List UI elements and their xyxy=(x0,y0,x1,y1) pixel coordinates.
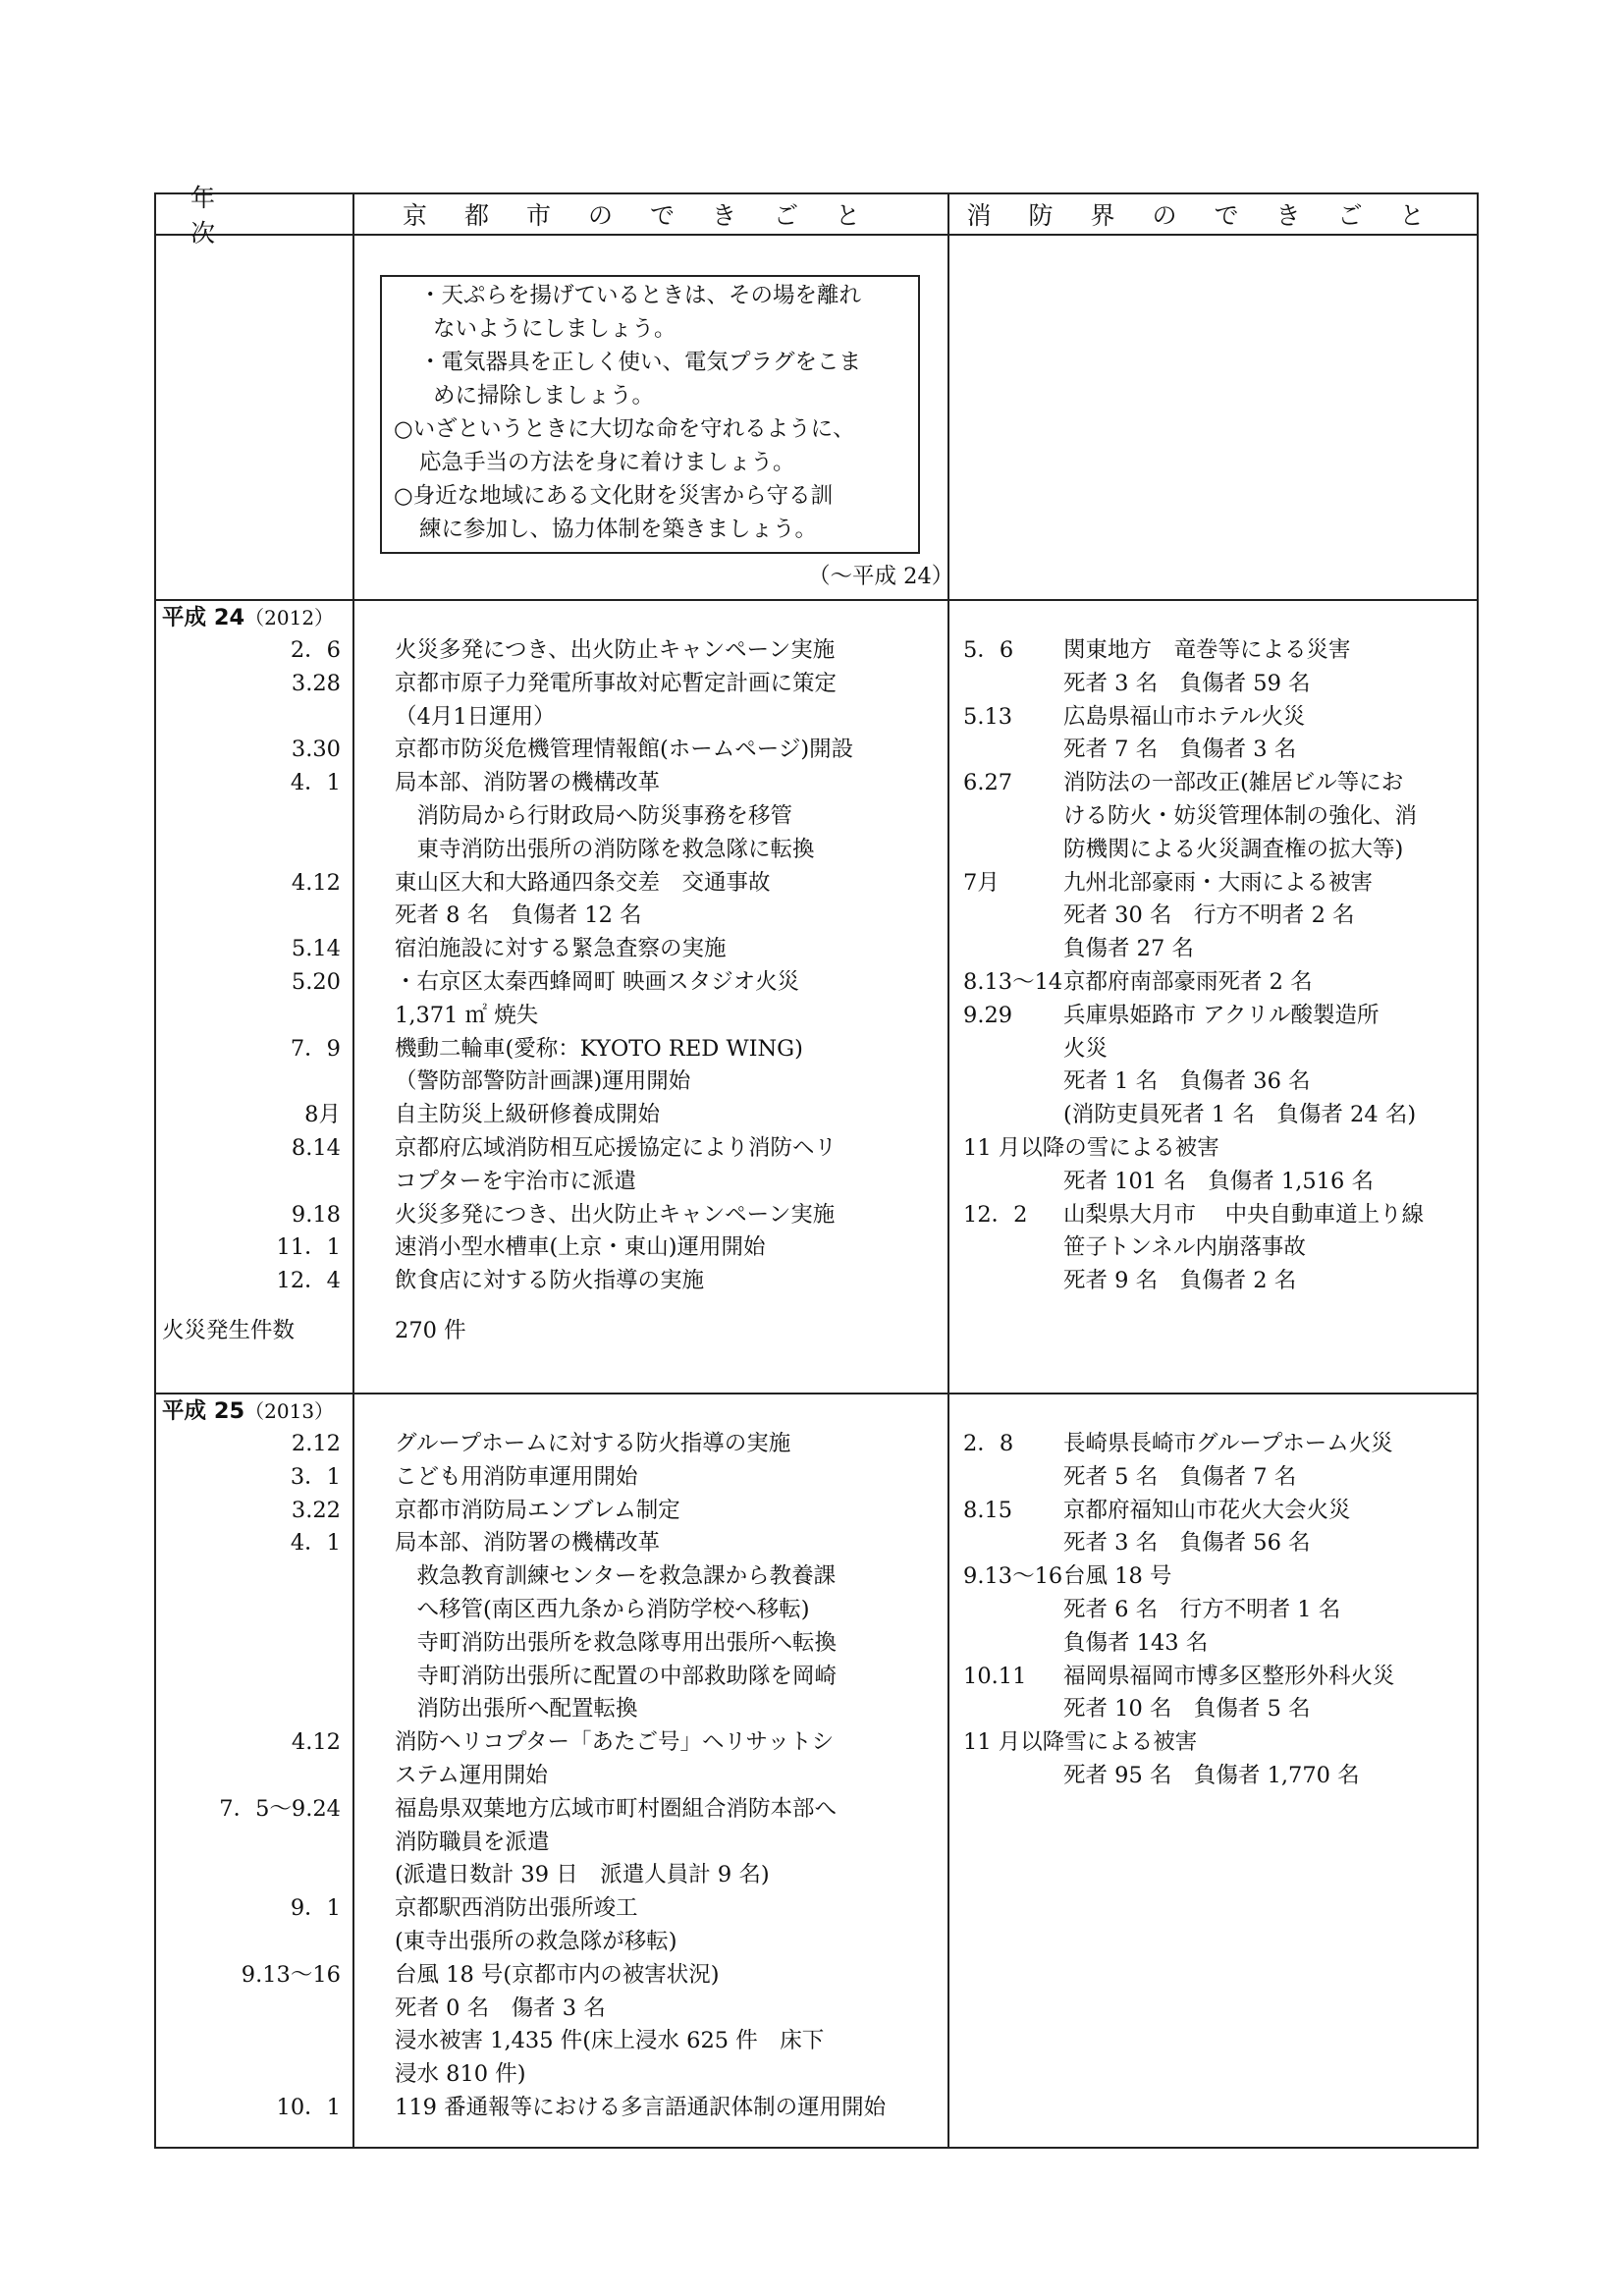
event-text: 台風 18 号(京都市内の被害状況) xyxy=(395,1961,720,1988)
event-date: 11 月以降の雪による被害 xyxy=(963,1135,1219,1161)
event-date: 11．1 xyxy=(276,1234,341,1261)
event-text: 消防出張所へ配置転換 xyxy=(395,1696,638,1722)
event-text: 消防ヘリコプター「あたご号」ヘリサットシ xyxy=(395,1729,835,1756)
event-text: 死者 0 名 傷者 3 名 xyxy=(395,1995,606,2021)
event-date: 11 月以降雪による被害 xyxy=(963,1729,1198,1756)
event-date: 8.14 xyxy=(291,1135,341,1161)
slogan-line: ないようにしましょう。 xyxy=(433,316,676,342)
event-text: (派遣日数計 39 日 派遣人員計 9 名) xyxy=(395,1862,770,1888)
event-text: 防機関による火災調査権の拡大等) xyxy=(1063,836,1404,862)
event-date: 7．5～9.24 xyxy=(219,1795,341,1822)
event-date: 6.27 xyxy=(963,770,1013,796)
slogan-line: 練に参加し、協力体制を築きましょう。 xyxy=(419,517,818,542)
event-text: 浸水 810 件) xyxy=(395,2061,526,2088)
year-label: 平成 24 xyxy=(162,605,245,630)
year-label: 平成 25 xyxy=(162,1398,245,1424)
event-date: 3.30 xyxy=(291,737,341,763)
event-text: 福島県双葉地方広域市町村圏組合消防本部へ xyxy=(395,1795,838,1822)
event-date: 3.22 xyxy=(291,1497,341,1523)
event-text: 死者 8 名 負傷者 12 名 xyxy=(395,902,642,929)
event-text: 火災 xyxy=(1063,1035,1109,1062)
event-date: 9.29 xyxy=(963,1002,1013,1028)
event-text: 京都市防災危機管理情報館(ホームページ)開設 xyxy=(395,737,854,763)
event-text: 九州北部豪雨・大雨による被害 xyxy=(1063,869,1374,896)
event-date: 9．1 xyxy=(290,1895,341,1922)
event-date: 7．9 xyxy=(290,1035,341,1062)
event-date: 5．6 xyxy=(963,637,1014,663)
event-text: 死者 101 名 負傷者 1,516 名 xyxy=(1063,1168,1374,1194)
event-text: 京都市原子力発電所事故対応暫定計画に策定 xyxy=(395,670,838,696)
event-text: 死者 9 名 負傷者 2 名 xyxy=(1063,1268,1297,1294)
event-date: 4.12 xyxy=(291,869,341,896)
event-text: 局本部、消防署の機構改革 xyxy=(395,1530,661,1557)
event-text: 笹子トンネル内崩落事故 xyxy=(1063,1234,1306,1261)
header-year: 年 次 xyxy=(190,184,378,247)
event-text: 関東地方 竜巻等による災害 xyxy=(1063,637,1351,663)
event-date: 3．1 xyxy=(290,1463,341,1490)
event-text: 死者 10 名 負傷者 5 名 xyxy=(1063,1696,1311,1722)
column-divider xyxy=(947,194,949,2147)
event-text: 死者 3 名 負傷者 56 名 xyxy=(1063,1530,1311,1557)
event-text: 京都府広域消防相互応援協定により消防ヘリ xyxy=(395,1135,838,1161)
event-text: 速消小型水槽車(上京・東山)運用開始 xyxy=(395,1234,766,1261)
event-text: 兵庫県姫路市 アクリル酸製造所 xyxy=(1063,1002,1380,1028)
column-divider xyxy=(352,194,354,2147)
event-text: 死者 30 名 行方不明者 2 名 xyxy=(1063,902,1355,929)
slogan-line: めに掃除しましょう。 xyxy=(433,383,655,409)
slogan-line: ・天ぷらを揚げているときは、その場を離れ xyxy=(419,283,862,308)
event-text: ・右京区太秦西蜂岡町 映画スタジオ火災 xyxy=(395,969,800,995)
slogan-line: ○身近な地域にある文化財を災害から守る訓 xyxy=(394,483,834,509)
event-text: 負傷者 143 名 xyxy=(1063,1629,1209,1656)
event-text: 京都駅西消防出張所竣工 xyxy=(395,1895,638,1922)
event-date: 3.28 xyxy=(291,670,341,696)
event-text: 119 番通報等における多言語通訳体制の運用開始 xyxy=(395,2095,887,2120)
event-text: 台風 18 号 xyxy=(1063,1563,1172,1590)
event-text: （警防部警防計画課)運用開始 xyxy=(395,1068,691,1095)
event-text: (消防吏員死者 1 名 負傷者 24 名) xyxy=(1063,1102,1417,1128)
event-text: へ移管(南区西九条から消防学校へ移転) xyxy=(395,1597,810,1622)
event-date: 4．1 xyxy=(290,1530,341,1557)
event-text: 消防法の一部改正(雑居ビル等にお xyxy=(1063,770,1404,796)
event-text: こども用消防車運用開始 xyxy=(395,1463,638,1490)
event-date: 8.15 xyxy=(963,1497,1013,1523)
event-date: 12．4 xyxy=(276,1268,341,1294)
slogan-line: ・電気器具を正しく使い、電気プラグをこま xyxy=(419,350,862,375)
section-divider xyxy=(156,599,1477,601)
event-date: 12．2 xyxy=(963,1201,1028,1228)
event-date: 8.13～14 xyxy=(963,969,1063,995)
event-text: 山梨県大月市 中央自動車道上り線 xyxy=(1063,1201,1425,1228)
event-text: 火災多発につき、出火防止キャンペーン実施 xyxy=(395,1201,836,1228)
event-text: 死者 7 名 負傷者 3 名 xyxy=(1063,737,1297,763)
event-text: 1,371 ㎡ 焼失 xyxy=(395,1002,539,1028)
header-kyoto: 京都市のできごと xyxy=(402,201,897,230)
event-date: 9.13～16 xyxy=(241,1961,341,1988)
event-text: ける防火・妨災管理体制の強化、消 xyxy=(1063,803,1418,829)
event-text: ステム運用開始 xyxy=(395,1763,548,1788)
event-date: 4．1 xyxy=(290,770,341,796)
event-text: 自主防災上級研修養成開始 xyxy=(395,1102,661,1128)
event-text: 飲食店に対する防火指導の実施 xyxy=(395,1268,705,1294)
event-text: コプターを宇治市に派遣 xyxy=(395,1168,636,1194)
year-paren: （2013） xyxy=(244,1399,335,1423)
event-text: 広島県福山市ホテル火災 xyxy=(1063,703,1306,730)
event-date: 10．1 xyxy=(276,2095,341,2120)
fire-count-value: 270 件 xyxy=(395,1318,466,1343)
event-text: （4月1日運用） xyxy=(395,703,556,730)
year-heading-2012 xyxy=(162,601,334,634)
event-text: 機動二輪車(愛称：KYOTO RED WING) xyxy=(395,1035,803,1062)
event-date: 5.14 xyxy=(291,936,341,962)
slogan-box xyxy=(380,275,920,554)
event-text: 負傷者 27 名 xyxy=(1063,936,1194,962)
event-text: 京都府南部豪雨死者 2 名 xyxy=(1063,969,1313,995)
event-text: 長崎県長崎市グループホーム火災 xyxy=(1063,1431,1393,1456)
year-heading-2013 xyxy=(162,1394,334,1428)
event-date: 4.12 xyxy=(291,1729,341,1756)
event-date: 5.20 xyxy=(291,969,341,995)
event-date: 5.13 xyxy=(963,703,1013,730)
slogan-line: 応急手当の方法を身に着けましょう。 xyxy=(419,450,795,475)
event-text: 京都市消防局エンブレム制定 xyxy=(395,1497,680,1523)
event-text: 寺町消防出張所に配置の中部救助隊を岡崎 xyxy=(395,1663,838,1689)
event-text: グループホームに対する防火指導の実施 xyxy=(395,1431,791,1456)
event-text: 火災多発につき、出火防止キャンペーン実施 xyxy=(395,637,836,663)
event-text: 福岡県福岡市博多区整形外科火災 xyxy=(1063,1663,1395,1689)
event-date: 8月 xyxy=(304,1102,341,1128)
event-text: 東山区大和大路通四条交差 交通事故 xyxy=(395,869,771,896)
event-text: 宿泊施設に対する緊急査察の実施 xyxy=(395,936,727,962)
event-text: 消防局から行財政局へ防災事務を移管 xyxy=(395,803,793,829)
slogan-note: （～平成 24） xyxy=(808,564,954,589)
year-paren: （2012） xyxy=(244,606,335,629)
event-text: 寺町消防出張所を救急隊専用出張所へ転換 xyxy=(395,1629,838,1656)
event-date: 10.11 xyxy=(963,1663,1027,1689)
event-text: 死者 5 名 負傷者 7 名 xyxy=(1063,1463,1297,1490)
event-text: 京都府福知山市花火大会火災 xyxy=(1063,1497,1351,1523)
header-national: 消防界のできごと xyxy=(966,201,1462,230)
section-divider xyxy=(156,1393,1477,1394)
event-date: 2.12 xyxy=(291,1431,341,1456)
event-text: 浸水被害 1,435 件(床上浸水 625 件 床下 xyxy=(395,2028,825,2054)
event-date: 2．6 xyxy=(290,637,341,663)
event-text: 東寺消防出張所の消防隊を救急隊に転換 xyxy=(395,836,815,862)
event-date: 9.13～16 xyxy=(963,1563,1063,1590)
event-text: 死者 6 名 行方不明者 1 名 xyxy=(1063,1597,1341,1622)
event-text: 死者 1 名 負傷者 36 名 xyxy=(1063,1068,1311,1095)
event-date: 7月 xyxy=(963,869,1000,896)
event-text: 消防職員を派遣 xyxy=(395,1829,550,1855)
event-text: 局本部、消防署の機構改革 xyxy=(395,770,661,796)
fire-count-label: 火災発生件数 xyxy=(162,1318,296,1343)
history-table xyxy=(154,184,1479,2149)
slogan-line: ○いざというときに大切な命を守れるように、 xyxy=(394,416,855,442)
event-text: (東寺出張所の救急隊が移転) xyxy=(395,1929,677,1954)
event-text: 救急教育訓練センターを救急課から教養課 xyxy=(395,1563,837,1590)
event-text: 死者 95 名 負傷者 1,770 名 xyxy=(1063,1763,1360,1788)
event-text: 死者 3 名 負傷者 59 名 xyxy=(1063,670,1311,696)
event-date: 9.18 xyxy=(291,1201,341,1228)
event-date: 2．8 xyxy=(963,1431,1014,1456)
